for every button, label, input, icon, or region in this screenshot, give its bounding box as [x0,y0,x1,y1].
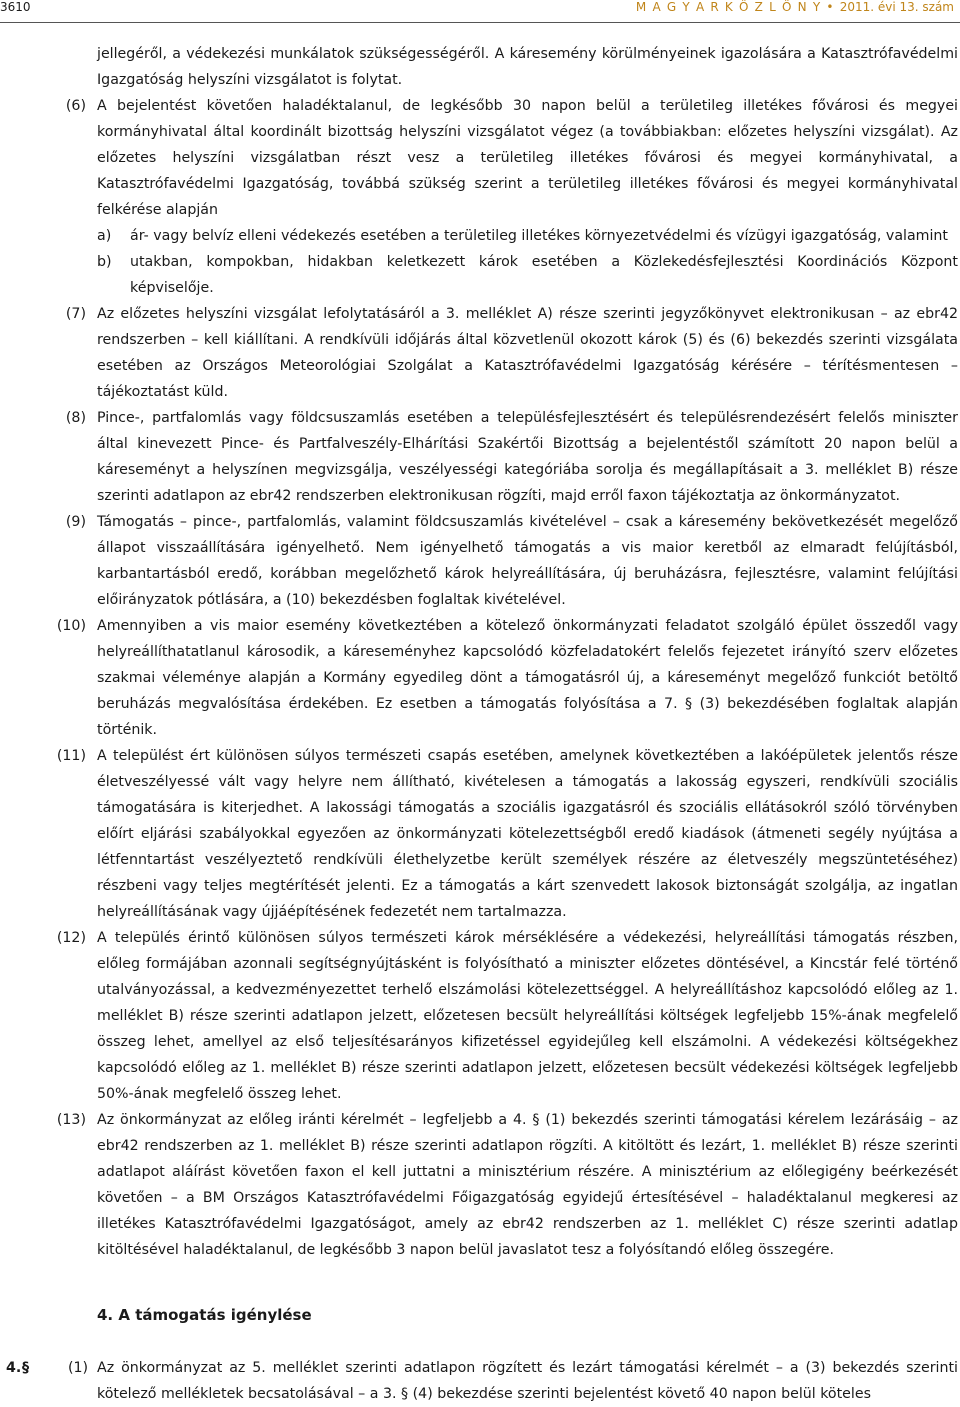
list-item [0,223,960,249]
numbered-paragraph [0,1107,960,1263]
list-item [0,249,960,301]
numbered-paragraph [0,613,960,743]
section-4-paragraph-1 [0,1355,960,1407]
list-item-body [97,249,958,301]
section-mark: § [22,1360,30,1376]
paragraph-number: (10) [56,618,86,634]
numbered-paragraph [0,405,960,509]
header-bullet: • [826,0,835,14]
paragraph-text: Az előzetes helyszíni vizsgálat lefolytatásáról a 3. melléklet A) része szerinti jegyzőkönyvet elektronikusan – az ebr42 rendszerben – kell kiállítani. A rendkívüli időjárás által közvetlenül okozott károk (5) és (6) bekezdés szerinti vizsgálata esetében az Országos Meteorológiai Szolgálat a Katasztrófavédelmi Igazgatóság kérésére – térítésmentesen – tájékoztatást küld. [97,306,958,400]
numbered-paragraph [0,509,960,613]
paragraph-number: (13) [56,1112,86,1128]
paragraph-text: Amennyiben a vis maior esemény következtében a kötelező önkormányzati feladatot szolgáló épület összedől vagy helyreállíthatatlanul károsodik, a káreseményhez kapcsolódó közfeladatokért felelős fejezetet irányító szerv előzetes szakmai véleménye alapján a Kormány egyedileg dönt a támogatásról új, a káreseményt megelőző funkciót betöltő beruházás megvalósítása érdekében. Ez esetben a támogatás folyósítása a 7. § (3) bekezdésében foglaltak alapján történik. [97,618,958,738]
section-number: 4. [6,1360,22,1376]
list-item-body [97,223,958,249]
numbered-paragraph [0,301,960,405]
paragraph-number: (8) [65,410,86,426]
paragraph-text: A települést ért különösen súlyos természeti csapás esetében, amelynek következtében a lakóépületek jelentős része életveszélyessé vált vagy helyre nem állítható, kivételesen a támogatás a lakosság egyszeri, rendkívüli szociális támogatására is kiterjedhet. A lakossági támogatás a szociális igazgatásról és szociális ellátásokról szóló törvényben előírt eljárási szabályokkal egyezően az önkormányzati kötelezettségből eredő kiadások (átmeneti segély nyújtása a létfenntartást veszélyeztető rendkívüli élethelyzetbe került személyek részére az életveszély megszüntetéséhez) részbeni vagy teljes megtérítését jelenti. Ez a támogatás a kárt szenvedett lakosok biztonságát szolgálja, az ingatlan helyreállításának vagy újjáépítésének fedezetét nem tartalmazza. [97,748,958,920]
paragraph-text: A település érintő különösen súlyos természeti károk mérséklésére a védekezési, helyreállítási támogatás részben, előleg formájában azonnali segítségnyújtásként is folyósítható a miniszter előzetes döntésével, a Kincstár felé történő utalványozással, a kedvezményezettet terhelő elszámolási kötelezettséggel. A helyreállításhoz kapcsolódó előleg az 1. melléklet B) része szerinti adatlapon jelzett, előzetesen becsült helyreállítási költségek legfeljebb 15%-ának megfelelő összeg lehet, amellyel az első teljesítésarányos kifizetéssel egyidejűleg kell elszámolni. A védekezési költségekhez kapcsolódó előleg az 1. melléklet B) része szerinti adatlapon jelzett, előzetesen becsült védekezési költségek legfeljebb 50%-ának megfelelő összeg lehet. [97,930,958,1102]
issue-label: 2011. évi 13. szám [839,0,954,14]
paragraph-text: Az önkormányzat az 5. melléklet szerinti adatlapon rögzített és lezárt támogatási kérelmét – a (3) bekezdés szerinti kötelező mellékletek becsatolásával – a 3. § (4) bekezdése szerinti bejelentést követő 40 napon belül köteles [97,1360,958,1402]
numbered-paragraph [0,93,960,223]
list-item-text: utakban, kompokban, hidakban keletkezett károk esetében a Közlekedésfejlesztési Koordinációs Központ képviselője. [130,254,958,296]
paragraph-number: (9) [65,514,86,530]
paragraph-number: (6) [65,98,86,114]
paragraph-text: A bejelentést követően haladéktalanul, de legkésőbb 30 napon belül a területileg illetékes fővárosi és megyei kormányhivatal által koordinált bizottság helyszíni vizsgálatot végez (a továbbiakban: előzetes helyszíni vizsgálat). Az előzetes helyszíni vizsgálatban részt vesz a területileg illetékes fővárosi és megyei kormányhivatal, a Katasztrófavédelmi Igazgatóság, továbbá szükség szerint a területileg illetékes fővárosi és megyei kormányhivatal felkérése alapján [97,98,958,218]
paragraph-text: Támogatás – pince-, partfalomlás, valamint földcsuszamlás kivételével – csak a káresemény bekövetkezését megelőző állapot visszaállítására igényelhető. Nem igényelhető támogatás a vis maior keretből az elmaradt felújításból, karbantartásból eredő, korábban megelőzhető károk helyreállítására, új beruházásra, fejlesztésre, valamint felújítási előirányzatok pótlására, a (10) bekezdésben foglaltak kivételével. [97,514,958,608]
page-header [0,0,960,18]
list-item-letter: a) [97,228,112,244]
journal-name: M A G Y A R K Ö Z L Ö N Y [635,0,822,14]
journal-title [636,0,954,14]
page-number: 3610 [0,0,31,14]
paragraph-text: Az önkormányzat az előleg iránti kérelmét – legfeljebb a 4. § (1) bekezdés szerinti támogatási kérelem lezárásáig – az ebr42 rendszerben az 1. melléklet B) része szerinti adatlapon rögzíti. A kitöltött és lezárt, 1. melléklet B) része szerinti adatlapot aláírást követően faxon el kell juttatni a minisztérium részére. A minisztérium az előlegigény beérkezését követően – a BM Országos Katasztrófavédelmi Főigazgatóság egyidejű értesítésével – haladéktalanul megkeresi az illetékes Katasztrófavédelmi Igazgatóságot, amely az ebr42 rendszerben az 1. melléklet C) része szerinti adatlap kitöltésével haladéktalanul, de legkésőbb 3 napon belül javaslatot tesz a folyósítandó előleg összegére. [97,1112,958,1258]
paragraph-number: (7) [65,306,86,322]
paragraph-list [0,93,960,1263]
section-heading: 4. A támogatás igénylése [97,1306,312,1324]
list-item-text: ár- vagy belvíz elleni védekezés esetében a területileg illetékes környezetvédelmi és vízügyi igazgatóság, valamint [130,228,948,244]
document-body [0,41,960,1263]
list-item-letter: b) [97,254,112,270]
paragraph-number: (12) [56,930,86,946]
continuation-paragraph: jellegéről, a védekezési munkálatok szükségességéről. A káresemény körülményeinek igazolására a Katasztrófavédelmi Igazgatóság helyszíni vizsgálatot is folytat. [97,46,958,88]
paragraph-number: (1) [68,1360,89,1376]
header-divider [0,22,960,23]
paragraph-text: Pince-, partfalomlás vagy földcsuszamlás esetében a településfejlesztésért és településrendezésért felelős miniszter által kinevezett Pince- és Partfalveszély-Elhárítási Szakértői Bizottság a bejelentéstől számított 20 napon belül a káreseményt a helyszínen megvizsgálja, veszélyességi kategóriába sorolja és megállapításait a 3. melléklet B) része szerinti adatlapon az ebr42 rendszerben elektronikusan rögzíti, majd erről faxon tájékoztatja az önkormányzatot. [97,410,958,504]
numbered-paragraph [0,925,960,1107]
numbered-paragraph [0,743,960,925]
paragraph-number: (11) [56,748,86,764]
